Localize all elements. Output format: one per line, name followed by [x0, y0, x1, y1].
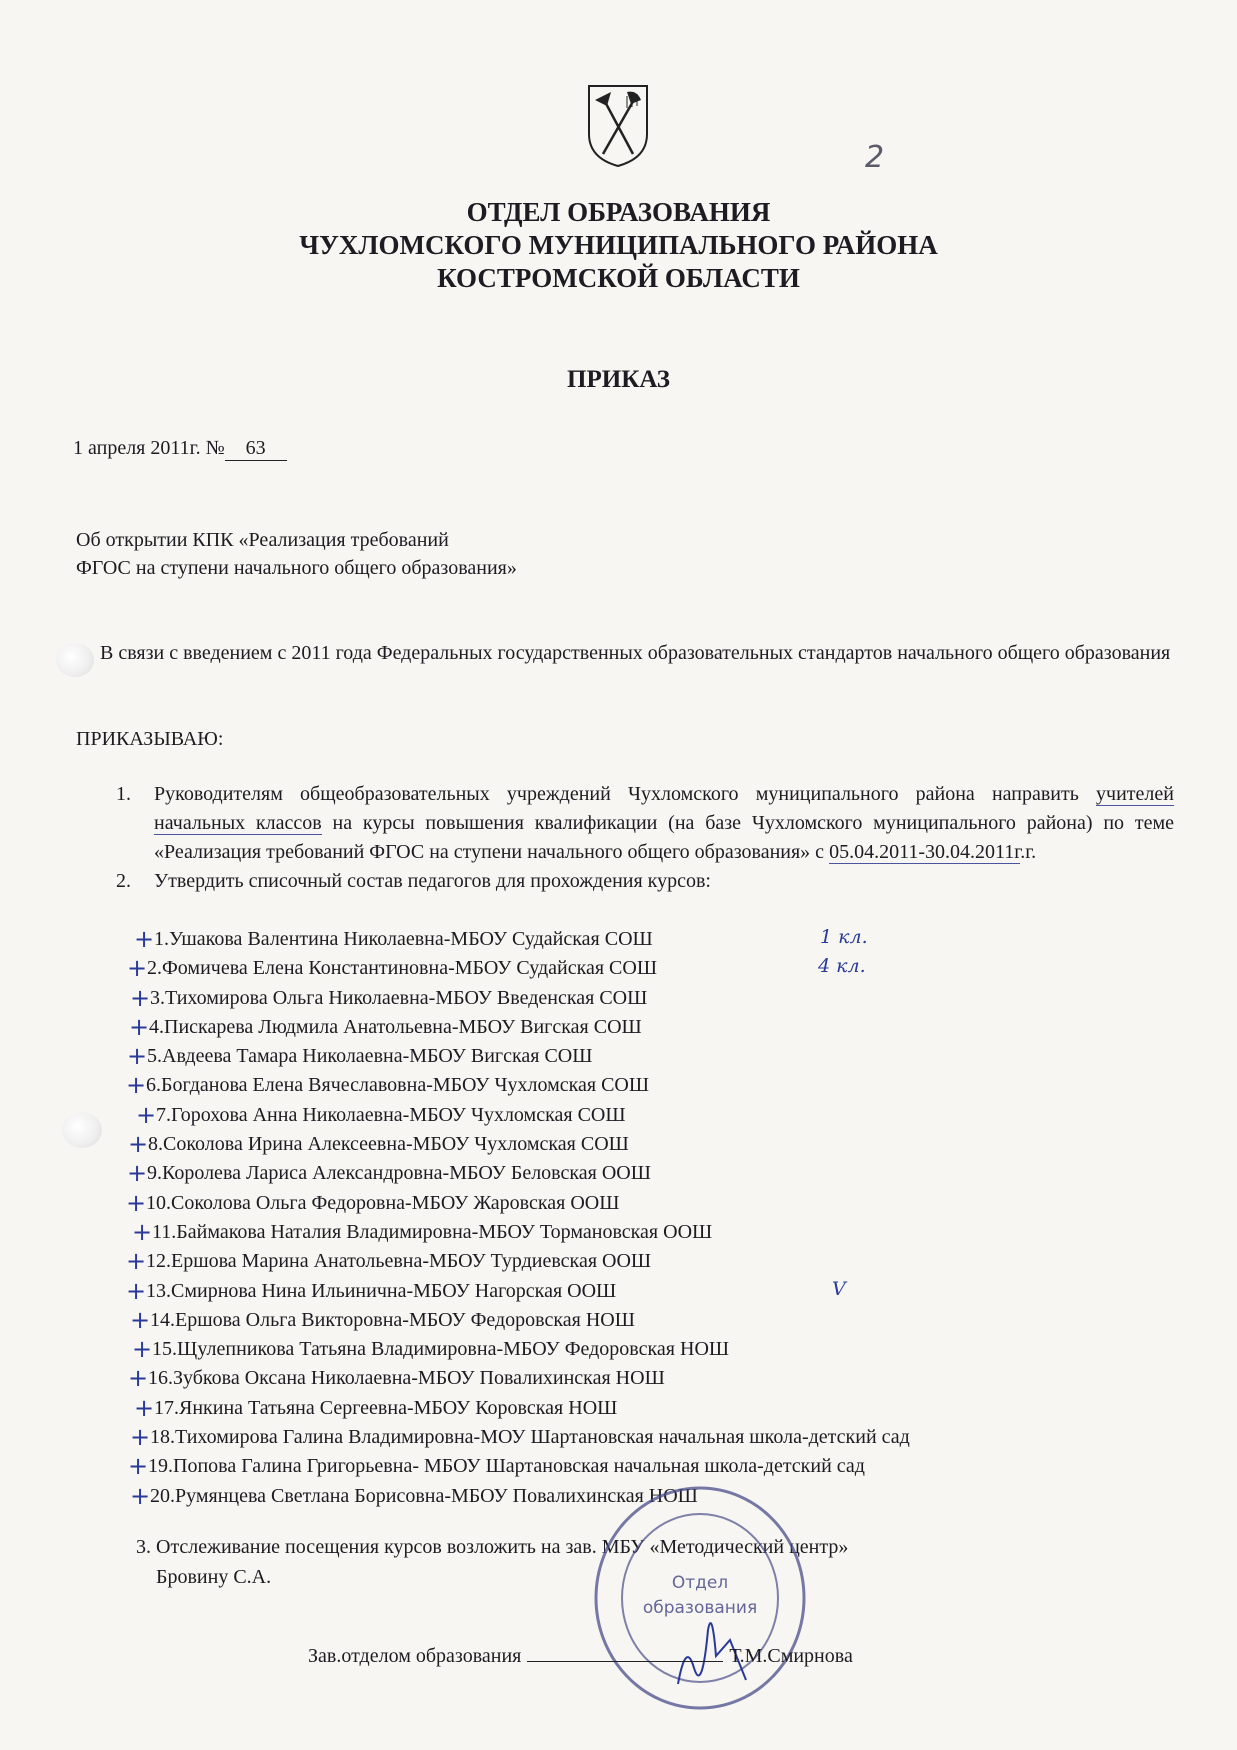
header-line-3: КОСТРОМСКОЙ ОБЛАСТИ: [437, 263, 800, 293]
coat-of-arms-icon: [585, 82, 651, 168]
order-keyword: ПРИКАЗЫВАЮ:: [76, 728, 224, 750]
handwritten-check-mark: +: [132, 1217, 153, 1246]
preamble-paragraph: В связи с введением с 2011 года Федеральных государственных образовательных стандартов начального общего образования: [100, 642, 1171, 664]
handwritten-check-mark: +: [130, 1305, 151, 1334]
teacher-entry-text: 15.Щулепникова Татьяна Владимировна-МБОУ Федоровская НОШ: [152, 1338, 730, 1361]
item-3-line-2: Бровину С.А.: [156, 1566, 272, 1588]
handwritten-check-mark: +: [129, 1012, 150, 1041]
teacher-entry-text: 14.Ершова Ольга Викторовна-МБОУ Федоровская НОШ: [150, 1308, 635, 1331]
handwritten-check-mark: +: [128, 1364, 149, 1393]
item-1-underlined-dates: 05.04.2011-30.04.2011г: [829, 841, 1021, 863]
teacher-entry-text: 1.Ушакова Валентина Николаевна-МБОУ Судайская СОШ: [154, 928, 653, 950]
item-number: 2.: [116, 870, 131, 892]
order-date: 1 апреля 2011г. №: [73, 437, 225, 459]
punch-hole: [56, 643, 94, 677]
item-1-text-part2: на курсы повышения квалификации (на базе Чухломского муниципального района) по теме «Реализация требований ФГОС на ступени начального общего образования» с: [154, 812, 1174, 863]
handwritten-check-mark: +: [128, 1452, 149, 1481]
handwritten-check-mark: +: [132, 1335, 153, 1364]
handwritten-check-mark: +: [127, 954, 148, 983]
handwritten-check-mark: +: [126, 1247, 147, 1276]
signature-block: [308, 1645, 853, 1668]
handwritten-check-mark: +: [136, 1100, 157, 1129]
order-items: [102, 780, 1174, 896]
item-number: 3.: [136, 1536, 151, 1558]
item-1-text-part1: Руководителям общеобразовательных учреждений Чухломского муниципального района направить: [154, 783, 1097, 805]
handwritten-check-mark: +: [128, 1130, 149, 1159]
official-stamp: [590, 1480, 810, 1720]
item-3-line-1: Отслеживание посещения курсов возложить на зав. МБУ «Методический центр»: [156, 1536, 849, 1558]
date-and-number: [73, 437, 287, 461]
handwritten-page-number: 2: [865, 140, 885, 175]
subject-line-2: ФГОС на ступени начального общего образования»: [76, 557, 517, 579]
handwritten-check-mark: +: [130, 1423, 151, 1452]
teacher-entry-text: 18.Тихомирова Галина Владимировна-МОУ Шартановская начальная школа-детский сад: [150, 1426, 910, 1449]
header-line-1: ОТДЕЛ ОБРАЗОВАНИЯ: [466, 197, 771, 227]
item-2-text: Утвердить списочный состав педагогов для прохождения курсов:: [154, 870, 711, 892]
subject-line-1: Об открытии КПК «Реализация требований: [76, 529, 449, 551]
teacher-entry-text: 16.Зубкова Оксана Николаевна-МБОУ Повалихинская НОШ: [148, 1367, 665, 1390]
stamp-center-line-1: Отдел: [671, 1573, 729, 1593]
handwritten-note: 4 кл.: [818, 955, 866, 978]
handwritten-check-mark: +: [134, 1393, 155, 1422]
item-1-underlined-teachers: учителей начальных классов: [154, 783, 1174, 834]
item-number: 1.: [116, 783, 131, 805]
signature-line: [527, 1661, 723, 1662]
handwritten-check-mark: +: [126, 1188, 147, 1217]
order-item-2: [102, 867, 1174, 896]
signatory-name: Т.М.Смирнова: [729, 1645, 853, 1667]
teacher-entry-text: 10.Соколова Ольга Федоровна-МБОУ Жаровская ООШ: [146, 1191, 620, 1214]
teacher-entry-text: 17.Янкина Татьяна Сергеевна-МБОУ Коровская НОШ: [154, 1396, 618, 1419]
teacher-entry-text: 9.Королева Лариса Александровна-МБОУ Беловская ООШ: [147, 1162, 651, 1185]
teacher-entry-text: 6.Богданова Елена Вячеславовна-МБОУ Чухломская СОШ: [146, 1074, 650, 1097]
handwritten-check-mark: +: [130, 1481, 151, 1510]
teacher-entry-text: 7.Горохова Анна Николаевна-МБОУ Чухломская СОШ: [156, 1103, 626, 1126]
handwritten-check-mark: +: [130, 983, 151, 1012]
handwritten-check-mark: +: [126, 1276, 147, 1305]
handwritten-check-mark: +: [126, 1071, 147, 1100]
teacher-entry-text: 19.Попова Галина Григорьевна- МБОУ Шартановская начальная школа-детский сад: [148, 1455, 865, 1478]
punch-hole: [62, 1112, 102, 1148]
teacher-entry-text: 20.Румянцева Светлана Борисовна-МБОУ Повалихинская НОШ: [150, 1484, 698, 1507]
signatory-title: Зав.отделом образования: [308, 1645, 522, 1667]
handwritten-note: V: [832, 1277, 846, 1300]
handwritten-check-mark: +: [134, 925, 155, 953]
teacher-entry-text: 13.Смирнова Нина Ильинична-МБОУ Нагорская ООШ: [146, 1279, 617, 1302]
teacher-entry-text: 11.Баймакова Наталия Владимировна-МБОУ Тормановская ООШ: [152, 1220, 713, 1243]
teacher-entry-text: 12.Ершова Марина Анатольевна-МБОУ Турдиевская ООШ: [146, 1250, 652, 1273]
teacher-entry-text: 8.Соколова Ирина Алексеевна-МБОУ Чухломская СОШ: [148, 1133, 629, 1156]
teacher-entry-text: 3.Тихомирова Ольга Николаевна-МБОУ Введенская СОШ: [150, 986, 648, 1009]
organization-header: [0, 196, 1237, 295]
stamp-center-line-2: образования: [642, 1598, 758, 1618]
order-item-1: [102, 780, 1174, 867]
item-1-text-part3: .г.: [1020, 841, 1037, 863]
teacher-entry-text: 4.Пискарева Людмила Анатольевна-МБОУ Вигская СОШ: [149, 1015, 642, 1038]
teacher-entry-text: 5.Авдеева Тамара Николаевна-МБОУ Вигская СОШ: [147, 1045, 593, 1068]
handwritten-note: 1 кл.: [820, 926, 868, 948]
handwritten-check-mark: +: [127, 1159, 148, 1188]
header-line-2: ЧУХЛОМСКОГО МУНИЦИПАЛЬНОГО РАЙОНА: [299, 230, 938, 260]
teacher-entry-text: 2.Фомичева Елена Константиновна-МБОУ Судайская СОШ: [147, 957, 658, 980]
order-number: 63: [225, 437, 287, 461]
document-title: ПРИКАЗ: [567, 366, 670, 393]
handwritten-check-mark: +: [127, 1042, 148, 1071]
order-subject: [76, 526, 517, 582]
